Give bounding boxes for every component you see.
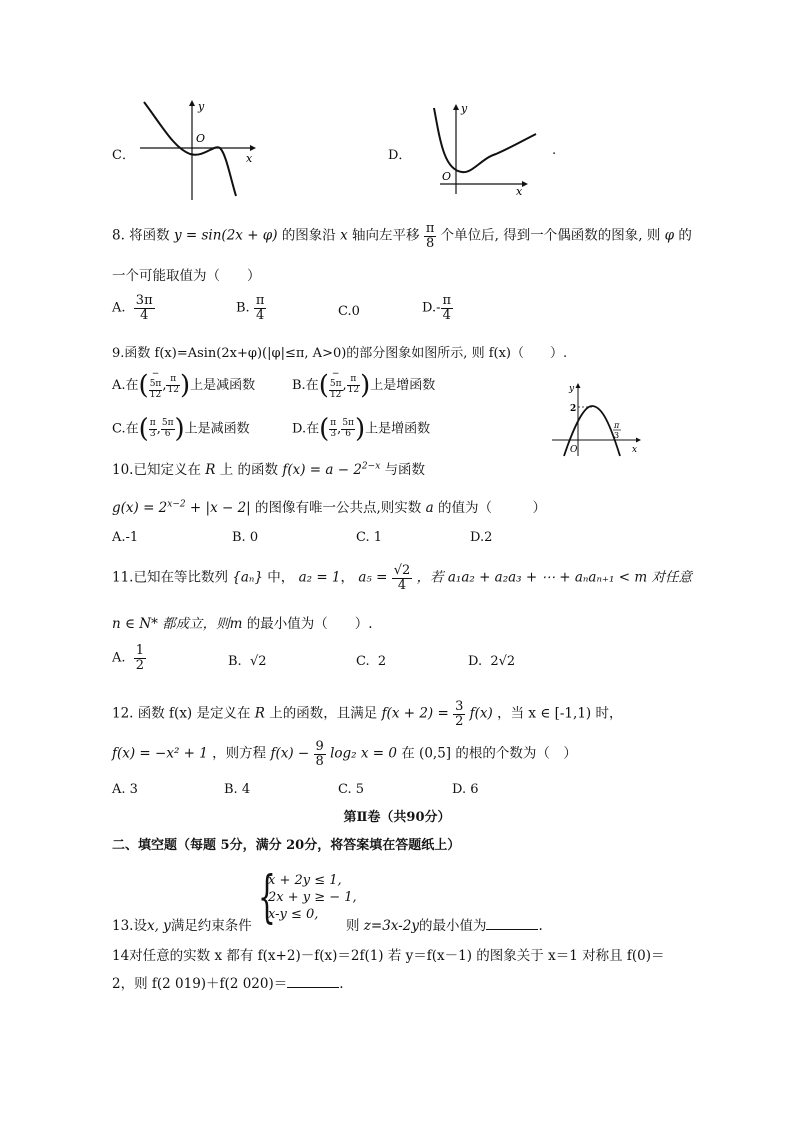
q9-graph-two: 2 <box>570 404 577 414</box>
q9-graph-x: x <box>632 445 638 455</box>
question-8 <box>112 222 692 250</box>
q8-pre: 8. 将函数 <box>112 227 170 244</box>
q13-tail: 则 z=3x-2y的最小值为 . <box>346 918 543 934</box>
q11-option-a: A. $\frac{1}{2}$ <box>112 643 145 673</box>
q8-option-b: B. $\frac{\pi}{4}$ <box>236 293 265 323</box>
question-11: 11.已知在等比数列 {aₙ} 中， a₂ = 1， a₅ = $\frac{√2}{4}$ ，若 a₁a₂ + a₂a₃ + ⋯ + aₙaₙ₊₁ < m 对任意 <box>112 563 692 593</box>
q9-graph-pi: π <box>614 421 620 430</box>
graph-c <box>132 96 262 202</box>
q12-option-a: A. 3 <box>112 782 138 797</box>
q8-post2: 的 <box>678 227 692 244</box>
q8-option-a: A. $\frac{3\pi}{4}$ <box>112 293 153 323</box>
q9-option-a: A.在( − 5π 12 , $\frac{\pi}{12}$ )上是减函数 <box>112 369 256 401</box>
q13-answer-blank[interactable] <box>486 917 538 930</box>
q8-func: y = sin(2x + φ) <box>173 227 278 244</box>
q8-option-c: C.0 <box>338 304 360 319</box>
q14-answer-blank[interactable] <box>287 975 339 988</box>
q9-graph-y: y <box>569 384 575 394</box>
q11-option-b: B. √2 <box>228 654 267 669</box>
question-12: 12. 函数 f(x) 是定义在 R 上的函数，且满足 f(x + 2) = $\frac{3}{2}$ f(x) ，当 x ∈ [-1,1) 时， <box>112 699 623 729</box>
graph-d-o: O <box>442 170 452 183</box>
part2-title: 第Ⅱ卷（共90分） <box>343 810 451 825</box>
graph-d-dot: . <box>552 143 557 158</box>
q11-line2: n ∈ N* 都成立，则m 的最小值为（ ）. <box>112 616 373 632</box>
q10-option-d: D.2 <box>470 530 493 545</box>
graph-c-y: y <box>198 100 205 113</box>
q13-brace: { <box>258 864 276 930</box>
graph-c-x: x <box>246 152 253 165</box>
graph-d-y: y <box>461 102 468 115</box>
q14-line2: 2，则 f(2 019)＋f(2 020)＝ . <box>112 976 344 992</box>
q8-mid2: 轴向左平移 <box>352 227 420 244</box>
q9-graph <box>548 380 648 460</box>
question-10: 10.已知定义在 R 上 的函数 $f(x) = a - 2^{2-x}$ 与函数 <box>112 461 426 478</box>
graph-d <box>424 100 557 196</box>
q9-graph-three: 3 <box>614 431 620 440</box>
q8-phi: φ <box>664 227 675 244</box>
q10-option-b: B. 0 <box>232 530 259 545</box>
q10-line2: $g(x) = 2^{x-2} + |x - 2|$ 的图像有唯一公共点,则实数 a 的值为（ ） <box>112 499 546 516</box>
q10-option-c: C. 1 <box>356 530 383 545</box>
q9-option-d: D.在( $\frac{\pi}{3}$ , $\frac{5\pi}{6}$ )上是增函数 <box>292 414 431 444</box>
q8-option-d: D.- $\frac{\pi}{4}$ <box>422 293 452 323</box>
q11-option-d: D. 2√2 <box>468 654 516 669</box>
q12-option-c: C. 5 <box>338 782 365 797</box>
section-fill-in-blanks: 二、填空题（每题 5分，满分 20分，将答案填在答题纸上） <box>112 838 461 853</box>
graph-d-x: x <box>516 185 523 196</box>
question-13: 13.设x, y满足约束条件 <box>112 918 252 934</box>
q12-option-d: D. 6 <box>452 782 479 797</box>
q8-line2: 一个可能取值为（ ） <box>112 268 261 284</box>
q11-option-c: C. 2 <box>356 654 387 669</box>
q8-shift-fraction: $\frac{\pi}{8}$ <box>425 221 435 251</box>
q8-xvar: x <box>340 227 348 244</box>
q13-constraints: x + 2y ≤ 1, 2x + y ≥ − 1, x-y ≤ 0, <box>268 873 357 922</box>
q10-option-a: A.-1 <box>112 530 139 545</box>
q9-option-b: B.在( − 5π 12 , $\frac{\pi}{12}$ )上是增函数 <box>292 369 436 401</box>
graph-c-o: O <box>196 132 206 145</box>
q12-line2: f(x) = −x² + 1 ，则方程 f(x) − $\frac{9}{8}$ log₂ x = 0 在 (0,5] 的根的个数为（ ） <box>112 739 577 769</box>
q12-option-b: B. 4 <box>224 782 251 797</box>
q9-graph-o: O <box>570 445 578 455</box>
question-14: 14对任意的实数 x 都有 f(x+2)－f(x)＝2f(1) 若 y＝f(x－1) 的图象关于 x＝1 对称且 f(0)＝ <box>112 948 665 964</box>
question-9: 9.函数 f(x)=Asin(2x+φ)(|φ|≤π, A>0)的部分图象如图所示, 则 f(x)（ ）. <box>112 346 568 361</box>
q8-post: 个单位后, 得到一个偶函数的图象, 则 <box>440 227 661 244</box>
option-d-label: D． <box>388 148 412 163</box>
q9-option-c: C.在( $\frac{\pi}{3}$ , $\frac{5\pi}{6}$ )上是减函数 <box>112 414 250 444</box>
q8-mid: 的图象沿 <box>281 227 336 244</box>
option-c-label: C． <box>112 148 135 163</box>
